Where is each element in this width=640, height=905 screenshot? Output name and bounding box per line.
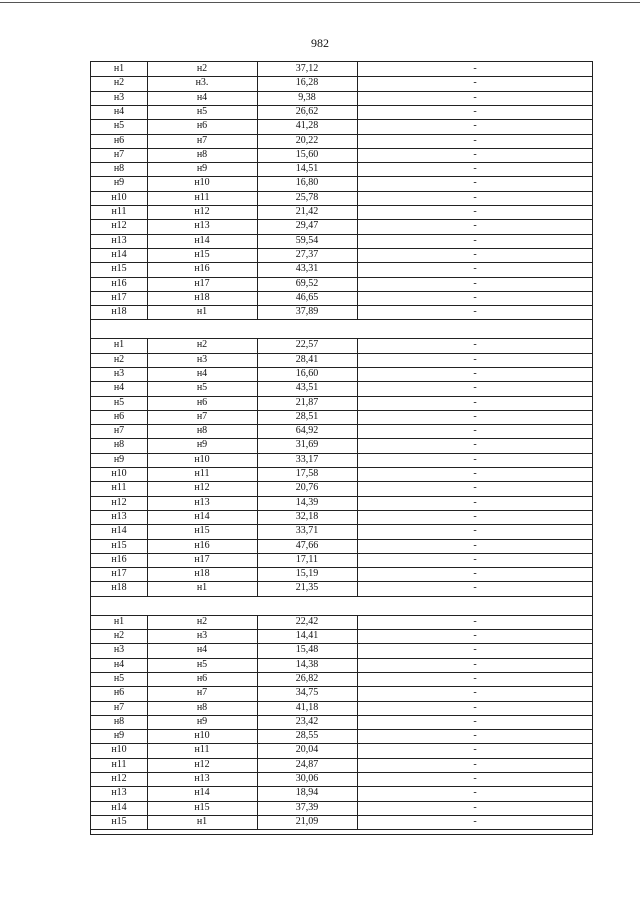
table-row xyxy=(91,338,592,352)
table-row xyxy=(91,248,592,262)
table-row xyxy=(91,396,592,410)
length-cell: 64,92 xyxy=(295,425,319,437)
length-cell: 37,39 xyxy=(295,801,319,813)
from-point-cell: н8 xyxy=(113,715,125,727)
from-point-cell: н7 xyxy=(113,148,125,160)
from-point-cell: н13 xyxy=(111,510,127,522)
from-point-cell: н9 xyxy=(113,730,125,742)
to-point-cell: н7 xyxy=(196,687,208,699)
to-point-cell: н2 xyxy=(196,615,208,627)
to-point-cell: н6 xyxy=(196,120,208,132)
note-cell: - xyxy=(473,220,477,232)
table-row xyxy=(91,191,592,205)
note-cell: - xyxy=(473,120,477,132)
from-point-cell: н7 xyxy=(113,425,125,437)
note-cell: - xyxy=(473,815,477,827)
length-cell: 20,04 xyxy=(295,744,319,756)
to-point-cell: н3 xyxy=(196,630,208,642)
to-point-cell: н12 xyxy=(194,482,210,494)
length-cell: 23,42 xyxy=(295,715,319,727)
note-cell: - xyxy=(473,206,477,217)
page-number: 982 xyxy=(311,36,329,50)
to-point-cell: н17 xyxy=(194,277,210,289)
from-point-cell: н17 xyxy=(111,568,127,580)
column-divider xyxy=(147,615,148,830)
from-point-cell: н4 xyxy=(113,105,125,117)
note-cell: - xyxy=(473,453,477,465)
length-cell: 27,37 xyxy=(295,248,319,260)
table-row xyxy=(91,105,592,119)
from-point-cell: н4 xyxy=(113,658,125,670)
to-point-cell: н14 xyxy=(194,510,210,522)
to-point-cell: н10 xyxy=(194,730,210,742)
from-point-cell: н1 xyxy=(113,339,125,351)
to-point-cell: н9 xyxy=(196,439,208,451)
column-divider xyxy=(147,338,148,595)
length-cell: 22,57 xyxy=(295,339,319,351)
length-cell: 25,78 xyxy=(295,191,319,203)
table-row xyxy=(91,176,592,190)
length-cell: 21,35 xyxy=(295,582,319,594)
column-divider xyxy=(357,62,358,319)
to-point-cell: н15 xyxy=(194,525,210,537)
length-cell: 32,18 xyxy=(295,510,319,522)
from-point-cell: н8 xyxy=(113,163,125,175)
to-point-cell: н9 xyxy=(196,715,208,727)
table-row xyxy=(91,205,592,219)
column-divider xyxy=(147,62,148,319)
column-divider xyxy=(257,62,258,319)
note-cell: - xyxy=(473,525,477,537)
from-point-cell: н10 xyxy=(111,191,127,203)
to-point-cell: н12 xyxy=(194,758,210,770)
table-row xyxy=(91,701,592,715)
to-point-cell: н8 xyxy=(196,701,208,713)
note-cell: - xyxy=(473,510,477,522)
table-row xyxy=(91,277,592,291)
to-point-cell: н13 xyxy=(194,220,210,232)
to-point-cell: н7 xyxy=(196,134,208,146)
to-point-cell: н11 xyxy=(194,468,210,480)
note-cell: - xyxy=(473,425,477,437)
table-row xyxy=(91,119,592,133)
note-cell: - xyxy=(473,644,477,656)
from-point-cell: н7 xyxy=(113,701,125,713)
from-point-cell: н6 xyxy=(113,687,125,699)
note-cell: - xyxy=(473,163,477,175)
length-cell: 41,28 xyxy=(295,120,319,132)
to-point-cell: н6 xyxy=(196,672,208,684)
to-point-cell: н5 xyxy=(196,382,208,394)
note-cell: - xyxy=(473,715,477,727)
note-cell: - xyxy=(473,539,477,551)
length-cell: 21,42 xyxy=(295,206,319,217)
length-cell: 15,19 xyxy=(295,568,319,580)
table-row xyxy=(91,729,592,743)
to-point-cell: н8 xyxy=(196,425,208,437)
from-point-cell: н9 xyxy=(113,177,125,189)
table-row xyxy=(91,410,592,424)
from-point-cell: н1 xyxy=(113,63,125,74)
table-row xyxy=(91,672,592,686)
from-point-cell: н3 xyxy=(113,644,125,656)
to-point-cell: н16 xyxy=(194,539,210,551)
from-point-cell: н8 xyxy=(113,439,125,451)
table-row xyxy=(91,496,592,510)
table-block xyxy=(91,615,592,830)
length-cell: 20,76 xyxy=(295,482,319,494)
note-cell: - xyxy=(473,582,477,594)
table-row xyxy=(91,758,592,772)
note-cell: - xyxy=(473,553,477,565)
note-cell: - xyxy=(473,339,477,351)
to-point-cell: н13 xyxy=(194,496,210,508)
table-row xyxy=(91,262,592,276)
length-cell: 28,51 xyxy=(295,410,319,422)
length-cell: 21,09 xyxy=(295,815,319,827)
to-point-cell: н16 xyxy=(194,263,210,275)
table-row xyxy=(91,743,592,757)
length-cell: 26,62 xyxy=(295,105,319,117)
length-cell: 33,17 xyxy=(295,453,319,465)
to-point-cell: н3 xyxy=(196,353,208,365)
from-point-cell: н6 xyxy=(113,410,125,422)
table-row xyxy=(91,453,592,467)
table-row xyxy=(91,424,592,438)
to-point-cell: н14 xyxy=(194,234,210,246)
from-point-cell: н18 xyxy=(111,582,127,594)
note-cell: - xyxy=(473,410,477,422)
from-point-cell: н14 xyxy=(111,248,127,260)
from-point-cell: н9 xyxy=(113,453,125,465)
table-row xyxy=(91,162,592,176)
note-cell: - xyxy=(473,658,477,670)
note-cell: - xyxy=(473,439,477,451)
to-point-cell: н14 xyxy=(194,787,210,799)
table-row xyxy=(91,353,592,367)
note-cell: - xyxy=(473,105,477,117)
to-point-cell: н6 xyxy=(196,396,208,408)
from-point-cell: н2 xyxy=(113,77,125,89)
length-cell: 41,18 xyxy=(295,701,319,713)
from-point-cell: н5 xyxy=(113,672,125,684)
length-cell: 69,52 xyxy=(295,277,319,289)
to-point-cell: н12 xyxy=(194,206,210,217)
from-point-cell: н5 xyxy=(113,120,125,132)
length-cell: 21,87 xyxy=(295,396,319,408)
table-row xyxy=(91,643,592,657)
to-point-cell: н11 xyxy=(194,744,210,756)
length-cell: 29,47 xyxy=(295,220,319,232)
from-point-cell: н15 xyxy=(111,263,127,275)
length-cell: 26,82 xyxy=(295,672,319,684)
note-cell: - xyxy=(473,801,477,813)
table-row xyxy=(91,305,592,319)
note-cell: - xyxy=(473,758,477,770)
note-cell: - xyxy=(473,367,477,379)
from-point-cell: н1 xyxy=(113,615,125,627)
table-row xyxy=(91,510,592,524)
table-row xyxy=(91,553,592,567)
note-cell: - xyxy=(473,382,477,394)
note-cell: - xyxy=(473,177,477,189)
table-row xyxy=(91,786,592,800)
note-cell: - xyxy=(473,306,477,318)
note-cell: - xyxy=(473,568,477,580)
from-point-cell: н11 xyxy=(111,758,127,770)
to-point-cell: н9 xyxy=(196,163,208,175)
length-cell: 37,12 xyxy=(295,63,319,74)
from-point-cell: н16 xyxy=(111,277,127,289)
table-row xyxy=(91,467,592,481)
boundary-segments-table xyxy=(90,61,593,835)
from-point-cell: н2 xyxy=(113,630,125,642)
length-cell: 59,54 xyxy=(295,234,319,246)
note-cell: - xyxy=(473,701,477,713)
note-cell: - xyxy=(473,396,477,408)
length-cell: 14,38 xyxy=(295,658,319,670)
table-row xyxy=(91,629,592,643)
note-cell: - xyxy=(473,630,477,642)
column-divider xyxy=(257,615,258,830)
table-row xyxy=(91,219,592,233)
length-cell: 14,41 xyxy=(295,630,319,642)
table-row xyxy=(91,148,592,162)
note-cell: - xyxy=(473,263,477,275)
to-point-cell: н15 xyxy=(194,248,210,260)
table-row xyxy=(91,567,592,581)
to-point-cell: н11 xyxy=(194,191,210,203)
from-point-cell: н6 xyxy=(113,134,125,146)
from-point-cell: н10 xyxy=(111,744,127,756)
to-point-cell: н7 xyxy=(196,410,208,422)
note-cell: - xyxy=(473,744,477,756)
note-cell: - xyxy=(473,234,477,246)
table-row xyxy=(91,62,592,76)
length-cell: 37,89 xyxy=(295,306,319,318)
table-row xyxy=(91,686,592,700)
from-point-cell: н10 xyxy=(111,468,127,480)
length-cell: 14,51 xyxy=(295,163,319,175)
from-point-cell: н15 xyxy=(111,539,127,551)
table-row xyxy=(91,134,592,148)
from-point-cell: н2 xyxy=(113,353,125,365)
note-cell: - xyxy=(473,134,477,146)
length-cell: 28,41 xyxy=(295,353,319,365)
from-point-cell: н13 xyxy=(111,787,127,799)
to-point-cell: н5 xyxy=(196,105,208,117)
length-cell: 15,48 xyxy=(295,644,319,656)
note-cell: - xyxy=(473,672,477,684)
length-cell: 17,58 xyxy=(295,468,319,480)
table-row xyxy=(91,658,592,672)
table-row xyxy=(91,234,592,248)
table-row xyxy=(91,91,592,105)
length-cell: 16,28 xyxy=(295,77,319,89)
to-point-cell: н5 xyxy=(196,658,208,670)
row-divider xyxy=(91,596,592,597)
column-divider xyxy=(357,615,358,830)
from-point-cell: н12 xyxy=(111,496,127,508)
length-cell: 31,69 xyxy=(295,439,319,451)
to-point-cell: н8 xyxy=(196,148,208,160)
note-cell: - xyxy=(473,148,477,160)
length-cell: 15,60 xyxy=(295,148,319,160)
to-point-cell: н3. xyxy=(195,77,209,89)
table-row xyxy=(91,615,592,629)
from-point-cell: н12 xyxy=(111,220,127,232)
note-cell: - xyxy=(473,468,477,480)
note-cell: - xyxy=(473,687,477,699)
length-cell: 33,71 xyxy=(295,525,319,537)
table-row xyxy=(91,581,592,595)
note-cell: - xyxy=(473,277,477,289)
from-point-cell: н12 xyxy=(111,773,127,785)
length-cell: 43,51 xyxy=(295,382,319,394)
to-point-cell: н17 xyxy=(194,553,210,565)
length-cell: 30,06 xyxy=(295,773,319,785)
from-point-cell: н5 xyxy=(113,396,125,408)
to-point-cell: н2 xyxy=(196,339,208,351)
from-point-cell: н18 xyxy=(111,306,127,318)
from-point-cell: н11 xyxy=(111,206,127,217)
note-cell: - xyxy=(473,353,477,365)
table-row xyxy=(91,524,592,538)
column-divider xyxy=(257,338,258,595)
note-cell: - xyxy=(473,482,477,494)
table-row xyxy=(91,772,592,786)
table-block xyxy=(91,338,592,595)
to-point-cell: н1 xyxy=(196,306,208,318)
from-point-cell: н17 xyxy=(111,291,127,303)
from-point-cell: н11 xyxy=(111,482,127,494)
from-point-cell: н4 xyxy=(113,382,125,394)
from-point-cell: н15 xyxy=(111,815,127,827)
table-row xyxy=(91,438,592,452)
length-cell: 47,66 xyxy=(295,539,319,551)
table-row xyxy=(91,291,592,305)
to-point-cell: н4 xyxy=(196,367,208,379)
length-cell: 46,65 xyxy=(295,291,319,303)
to-point-cell: н1 xyxy=(196,815,208,827)
length-cell: 14,39 xyxy=(295,496,319,508)
note-cell: - xyxy=(473,730,477,742)
length-cell: 43,31 xyxy=(295,263,319,275)
note-cell: - xyxy=(473,248,477,260)
to-point-cell: н13 xyxy=(194,773,210,785)
to-point-cell: н18 xyxy=(194,291,210,303)
note-cell: - xyxy=(473,496,477,508)
length-cell: 16,80 xyxy=(295,177,319,189)
note-cell: - xyxy=(473,77,477,89)
table-row xyxy=(91,367,592,381)
from-point-cell: н14 xyxy=(111,525,127,537)
to-point-cell: н10 xyxy=(194,177,210,189)
table-row xyxy=(91,76,592,90)
note-cell: - xyxy=(473,787,477,799)
note-cell: - xyxy=(473,291,477,303)
to-point-cell: н4 xyxy=(196,644,208,656)
length-cell: 20,22 xyxy=(295,134,319,146)
table-block xyxy=(91,62,592,319)
note-cell: - xyxy=(473,773,477,785)
length-cell: 24,87 xyxy=(295,758,319,770)
table-row xyxy=(91,381,592,395)
table-row xyxy=(91,801,592,815)
to-point-cell: н10 xyxy=(194,453,210,465)
from-point-cell: н14 xyxy=(111,801,127,813)
to-point-cell: н1 xyxy=(196,582,208,594)
column-divider xyxy=(357,338,358,595)
length-cell: 28,55 xyxy=(295,730,319,742)
length-cell: 34,75 xyxy=(295,687,319,699)
to-point-cell: н15 xyxy=(194,801,210,813)
length-cell: 16,60 xyxy=(295,367,319,379)
table-row xyxy=(91,481,592,495)
note-cell: - xyxy=(473,191,477,203)
table-row xyxy=(91,715,592,729)
to-point-cell: н4 xyxy=(196,91,208,103)
from-point-cell: н3 xyxy=(113,367,125,379)
to-point-cell: н2 xyxy=(196,63,208,74)
table-row xyxy=(91,539,592,553)
length-cell: 18,94 xyxy=(295,787,319,799)
note-cell: - xyxy=(473,63,477,74)
top-rule xyxy=(0,2,640,3)
note-cell: - xyxy=(473,615,477,627)
row-divider xyxy=(91,829,592,830)
from-point-cell: н13 xyxy=(111,234,127,246)
length-cell: 17,11 xyxy=(295,553,319,565)
note-cell: - xyxy=(473,91,477,103)
to-point-cell: н18 xyxy=(194,568,210,580)
from-point-cell: н3 xyxy=(113,91,125,103)
row-divider xyxy=(91,319,592,320)
from-point-cell: н16 xyxy=(111,553,127,565)
table-row xyxy=(91,815,592,829)
length-cell: 22,42 xyxy=(295,615,319,627)
length-cell: 9,38 xyxy=(298,91,316,103)
